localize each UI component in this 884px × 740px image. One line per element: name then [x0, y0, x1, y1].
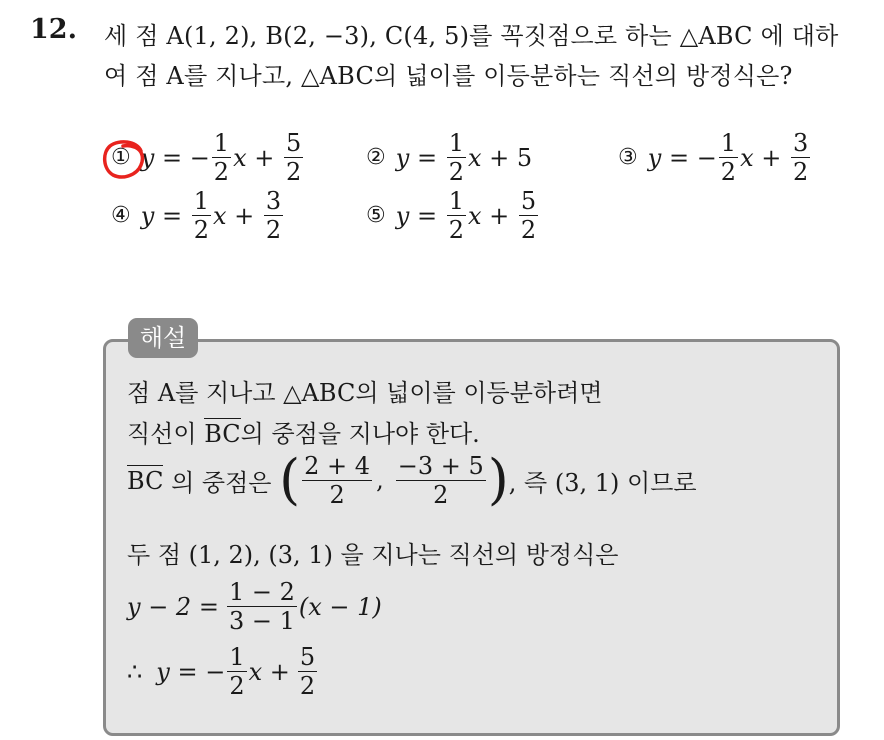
segment-bc: BC	[127, 467, 164, 495]
coef-fraction: $\frac{1}{2}$	[213, 129, 230, 186]
var-y: y	[395, 143, 410, 172]
var-x: x +	[248, 657, 290, 686]
constant: 5	[516, 143, 533, 172]
var-y: y	[140, 201, 155, 230]
var-y: y	[395, 201, 410, 230]
plus: +	[234, 201, 255, 230]
lhs: y − 2 =	[127, 592, 219, 621]
solution-line2	[127, 414, 480, 449]
option-marker: ③	[618, 145, 638, 170]
question-text-line1: 세 점 A(1, 2), B(2, −3), C(4, 5)를 꼭짓점으로 하는 △ABC 에 대하	[104, 22, 839, 50]
option-marker: ①	[111, 145, 131, 170]
coef-fraction: $\frac{1}{2}$	[229, 643, 245, 700]
equals: =	[416, 143, 438, 172]
var-x: x	[740, 143, 754, 172]
option-marker: ④	[111, 203, 131, 228]
solution-line3	[127, 448, 697, 511]
var-y: y	[140, 143, 155, 172]
solution-line4: 두 점 (1, 2), (3, 1) 을 지나는 직선의 방정식은	[127, 541, 619, 569]
paren-open: (	[279, 448, 301, 511]
comma: ,	[376, 466, 384, 494]
option-3[interactable]	[618, 131, 812, 184]
paren-close: )	[487, 448, 509, 511]
plus: +	[489, 201, 510, 230]
option-4[interactable]	[111, 189, 285, 242]
const-fraction: $\frac{5}{2}$	[299, 643, 316, 700]
solution-line1: 점 A를 지나고 △ABC의 넓이를 이등분하려면	[127, 379, 603, 407]
midpoint-y-fraction: $\frac{-3 + 5}{2}$	[397, 451, 484, 509]
sign: −	[696, 143, 717, 172]
solution-tag: 해설	[128, 318, 198, 358]
question-text-line2: 여 점 A를 지나고, △ABC의 넓이를 이등분하는 직선의 방정식은?	[104, 62, 793, 90]
answer-circle-mark	[101, 137, 147, 181]
coef-fraction: $\frac{1}{2}$	[720, 129, 737, 186]
question-number: 12.	[30, 14, 77, 45]
plus: +	[254, 143, 275, 172]
lhs: y = −	[156, 657, 226, 686]
text: 의 중점은	[163, 468, 280, 497]
var-x: x	[212, 201, 227, 230]
option-2[interactable]	[366, 131, 532, 184]
rhs: (x − 1)	[298, 592, 382, 621]
slope-fraction: $\frac{1 - 2}{3 - 1}$	[228, 578, 295, 635]
segment-bc: BC	[204, 420, 241, 448]
text: 의 중점을 지나야 한다.	[240, 420, 480, 448]
const-fraction: $\frac{5}{2}$	[286, 129, 302, 186]
solution-line6	[127, 645, 319, 698]
therefore-symbol: ∴	[127, 657, 143, 686]
option-marker: ⑤	[366, 203, 386, 228]
var-y: y	[647, 143, 662, 172]
coef-fraction: $\frac{1}{2}$	[448, 129, 464, 186]
equals: =	[161, 201, 183, 230]
midpoint-x-fraction: $\frac{2 + 4}{2}$	[304, 451, 371, 509]
coef-fraction: $\frac{1}{2}$	[193, 187, 209, 244]
option-marker: ②	[366, 145, 386, 170]
var-x: x	[233, 143, 247, 172]
option-5[interactable]	[366, 189, 540, 242]
const-fraction: $\frac{5}{2}$	[520, 187, 537, 244]
plus: +	[761, 143, 782, 172]
coef-fraction: $\frac{1}{2}$	[448, 187, 464, 244]
var-x: x	[467, 143, 482, 172]
solution-line5	[127, 580, 382, 633]
var-x: x	[467, 201, 482, 230]
equals: =	[416, 201, 438, 230]
text: , 즉 (3, 1) 이므로	[508, 468, 697, 497]
equals: =	[161, 143, 183, 172]
plus: +	[489, 143, 510, 172]
const-fraction: $\frac{3}{2}$	[265, 187, 282, 244]
text: 직선이	[127, 420, 205, 448]
sign: −	[189, 143, 210, 172]
equals: =	[668, 143, 690, 172]
const-fraction: $\frac{3}{2}$	[793, 129, 809, 186]
